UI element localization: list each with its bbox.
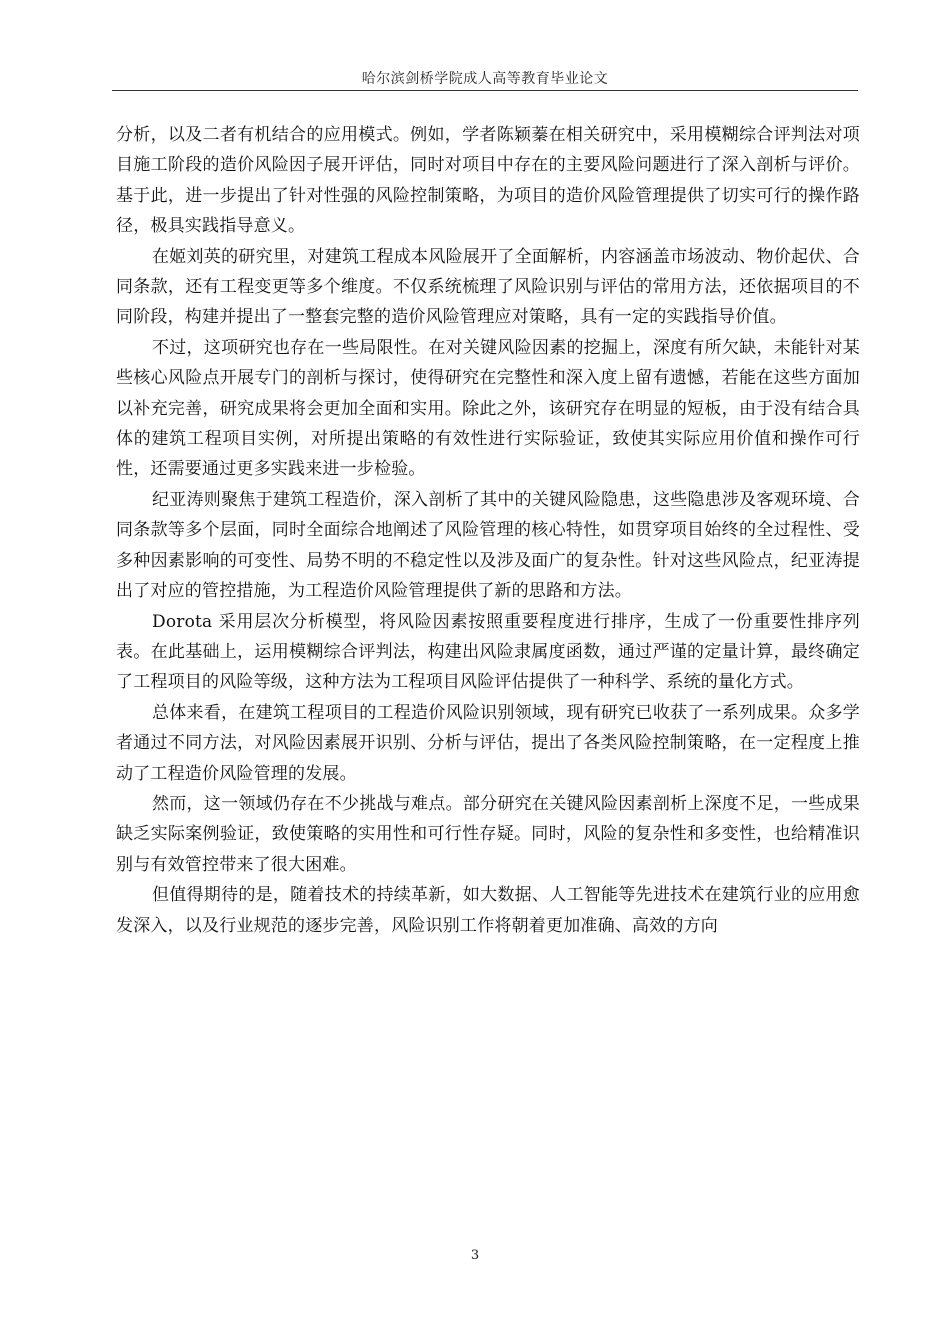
paragraph-4: 纪亚涛则聚焦于建筑工程造价，深入剖析了其中的关键风险隐患，这些隐患涉及客观环境、合同条款等多个层面，同时全面综合地阐述了风险管理的核心特性，如贯穿项目始终的全过程性、受多种因素影响的可变性、局势不明的不稳定性以及涉及面广的复杂性。针对这些风险点，纪亚涛提出了对应的管控措施，为工程造价风险管理提供了新的思路和方法。: [116, 489, 860, 602]
running-header-title: 哈尔滨剑桥学院成人高等教育毕业论文: [361, 71, 609, 87]
page-number: 3: [470, 1248, 480, 1263]
paragraph-8: 但值得期待的是，随着技术的持续革新，如大数据、人工智能等先进技术在建筑行业的应用愈发深入，以及行业规范的逐步完善，风险识别工作将朝着更加准确、高效的方向: [116, 885, 860, 936]
paragraph-3: 不过，这项研究也存在一些局限性。在对关键风险因素的挖掘上，深度有所欠缺，未能针对某些核心风险点开展专门的剖析与探讨，使得研究在完整性和深入度上留有遗憾，若能在这些方面加以补充完善，研究成果将会更加全面和实用。除此之外，该研究存在明显的短板，由于没有结合具体的建筑工程项目实例，对所提出策略的有效性进行实际验证，致使其实际应用价值和操作可行性，还需要通过更多实践来进一步检验。: [116, 337, 860, 480]
paragraph-1: 分析，以及二者有机结合的应用模式。例如，学者陈颖蓁在相关研究中，采用模糊综合评判法对项目施工阶段的造价风险因子展开评估，同时对项目中存在的主要风险问题进行了深入剖析与评价。基于此，进一步提出了针对性强的风险控制策略，为项目的造价风险管理提供了切实可行的操作路径，极具实践指导意义。: [116, 125, 860, 237]
paragraph-6: 总体来看，在建筑工程项目的工程造价风险识别领域，现有研究已收获了一系列成果。众多学者通过不同方法，对风险因素展开识别、分析与评估，提出了各类风险控制策略，在一定程度上推动了工程造价风险管理的发展。: [116, 702, 860, 784]
header-divider: [112, 90, 858, 91]
body-text: [116, 120, 860, 941]
paragraph-7: 然而，这一领域仍存在不少挑战与难点。部分研究在关键风险因素剖析上深度不足，一些成果缺乏实际案例验证，致使策略的实用性和可行性存疑。同时，风险的复杂性和多变性，也给精准识别与有效管控带来了很大困难。: [116, 793, 860, 875]
paragraph-2: 在姬刘英的研究里，对建筑工程成本风险展开了全面解析，内容涵盖市场波动、物价起伏、合同条款，还有工程变更等多个维度。不仅系统梳理了风险识别与评估的常用方法，还依据项目的不同阶段，构建并提出了一整套完整的造价风险管理应对策略，具有一定的实践指导价值。: [116, 246, 860, 328]
paragraph-5: Dorota 采用层次分析模型，将风险因素按照重要程度进行排序，生成了一份重要性排序列表。在此基础上，运用模糊综合评判法，构建出风险隶属度函数，通过严谨的定量计算，最终确定了工程项目的风险等级，这种方法为工程项目风险评估提供了一种科学、系统的量化方式。: [116, 611, 860, 693]
